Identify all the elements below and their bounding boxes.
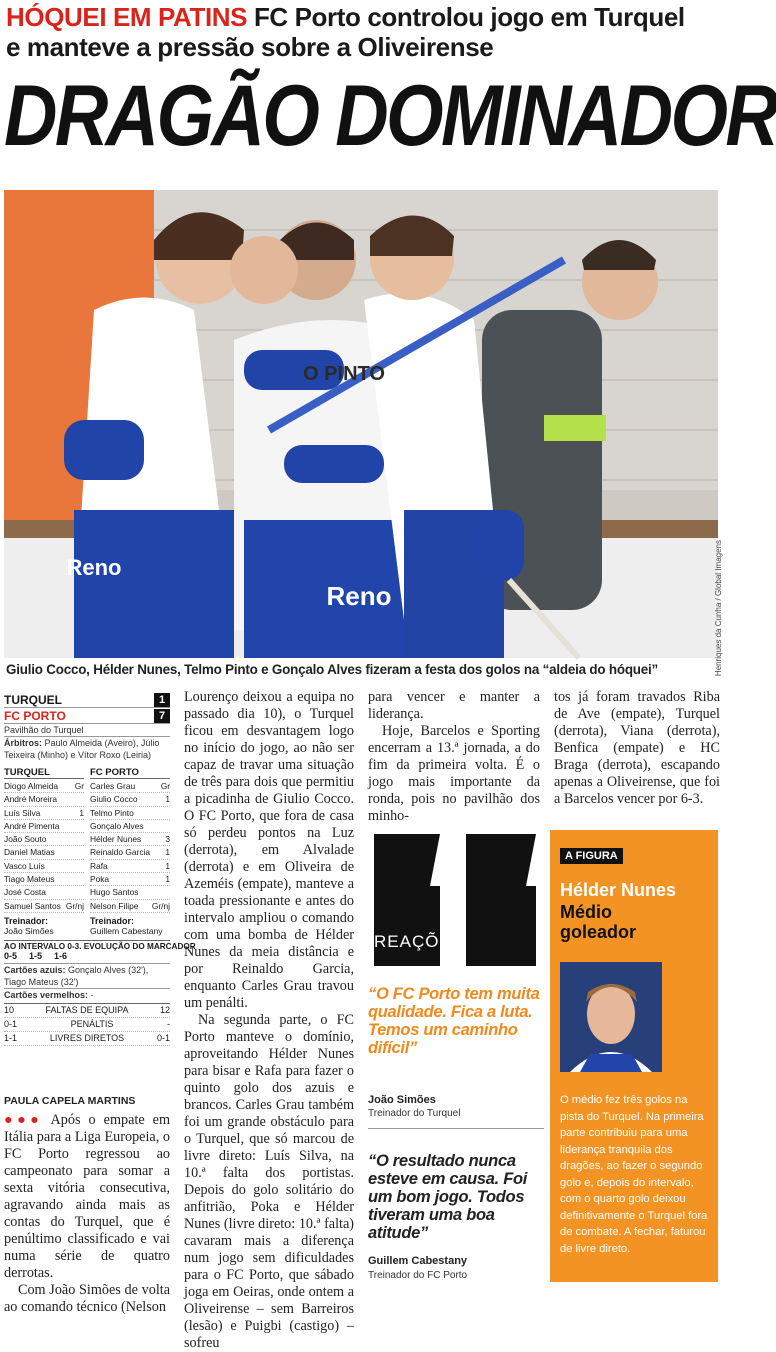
stat-row [4,1004,170,1018]
away-lineup [90,767,170,936]
player-goals: Gr [74,781,84,791]
main-photo [4,190,718,658]
player-row [90,780,170,793]
player-name: João Souto [4,834,47,845]
stat-home: 0-1 [4,1018,18,1029]
evolution-step: 1-5 [29,950,43,961]
section-tag: HÓQUEI EM PATINS [6,2,248,32]
player-name: Vasco Luís [4,860,45,871]
player-goals: Gr/nj [151,900,170,911]
player-name: Tiago Mateus [4,874,55,885]
away-coach-label: Treinador: [90,915,135,926]
kicker-line [6,2,722,32]
away-score-row [4,708,170,724]
divider [368,1128,544,1129]
evolution-head: AO INTERVALO 0-3. EVOLUÇÃO DO MARCADOR [4,941,196,951]
paragraph: Com João Simões de volta ao comando técnico (Nelson [4,1282,170,1315]
quote-1-role: Treinador do Turquel [368,1108,461,1119]
stat-away: 12 [159,1004,170,1015]
red-cards [4,988,170,1001]
player-name: Nelson Filipe [90,900,139,911]
stats-table [4,1003,170,1046]
player-row [4,886,84,899]
quote-1-author: João Simões [368,1094,436,1106]
evolution-step: 0-5 [4,950,18,961]
player-goals: 1 [79,807,84,818]
away-score: 7 [154,709,170,723]
player-row [4,900,84,913]
player-row [4,873,84,886]
player-row [4,820,84,833]
stat-label: LIVRES DIRETOS [49,1032,125,1043]
player-name: Carles Grau [90,781,136,791]
paragraph: Na segunda parte, o FC Porto manteve o domínio, aproveitando Hélder Nunes para bisar e Rafa para fazer o quinto golo dos azuis e brancos. Carles Grau também foi um grande obstáculo para o Turquel, que só marcou de livre direto: Luís Silva, na 10.ª falta dos portistas. Depois do golo solitário do anfitrião, Poka e Hélder Nunes (livre direto: 10.ª falta) cavaram mais a diferença num jogo sem dificuldades para o FC Porto, que sábado joga em Oeiras, onde ontem a Oliveirense – sem Barreiros (lesão) e Puigbi (castigo) – sofreu [184,1012,354,1351]
stat-home: 10 [4,1004,15,1015]
stat-row [4,1032,170,1046]
quote-1: “O FC Porto tem muita qualidade. Fica a luta. Temos um caminho difícil” [368,985,540,1057]
referees-label: Árbitros: [4,738,42,748]
player-name: Giulio Cocco [90,794,138,805]
player-name: André Pimenta [4,820,60,831]
byline: PAULA CAPELA MARTINS [4,1095,136,1107]
player-goals: 1 [165,860,170,871]
figure-subtitle: Médio goleador [560,902,637,942]
photo-caption: Giulio Cocco, Hélder Nunes, Telmo Pinto e Gonçalo Alves fizeram a festa dos golos na “aldeia do hóquei” [6,662,659,677]
headline: DRAGÃO DOMINADOR [4,68,776,164]
home-lineup [4,767,84,936]
player-goals: Gr/nj [65,900,84,911]
article-column-3 [368,689,540,825]
stat-label: FALTAS DE EQUIPA [45,1004,129,1015]
paragraph-text: Após o empate em Itália para a Liga Europeia, o FC Porto regressou ao campeonato para somar a sexta vitória consecutiva, agravando ainda mais as contas do Turquel, que é penúltimo classificado e vai numa série de quatro derrotas. [4,1112,171,1281]
away-lineup-title: FC PORTO [90,767,170,779]
lineups [4,767,170,936]
player-name: Daniel Matias [4,847,55,858]
player-row [90,846,170,859]
home-coach: João Simões [4,925,54,936]
score-evolution [4,951,170,961]
player-name: Hélder Nunes [90,834,142,845]
player-name: Telmo Pinto [90,807,134,818]
kicker-line-2: e manteve a pressão sobre a Oliveirense [6,32,494,62]
red-cards-label: Cartões vermelhos: [4,989,89,1000]
away-coach: Guillem Cabestany [90,925,163,936]
player-row [90,833,170,846]
player-row [90,860,170,873]
evolution-step: 1-6 [54,950,68,961]
paragraph [4,1112,170,1282]
paragraph: tos já foram travados Riba de Ave (empate), Turquel (derrota), Viana (derrota), Benfica (empate) e HC Braga (derrota), escapando apenas a Oliveirense, que foi a Barcelos vencer por 6-3. [554,689,720,807]
figure-name: Hélder Nunes [560,880,677,900]
player-name: Rafa [90,860,108,871]
stat-away: 0-1 [156,1032,170,1043]
player-row [90,886,170,899]
home-team: TURQUEL [4,692,62,707]
stat-away: - [167,1018,170,1029]
paragraph: Hoje, Barcelos e Sporting encerram a 13.ª jornada, a do fim da primeira volta. É o jogo mais importante da ronda, pois no pavilhão dos minho- [368,723,540,824]
player-name: Diogo Almeida [4,781,59,791]
quote-2-author: Guillem Cabestany [368,1255,468,1267]
quote-mark-icon [370,826,540,976]
player-row [4,860,84,873]
blue-cards-value: Gonçalo Alves (32'), Tiago Mateus (32') [4,964,149,987]
referees-value: Paulo Almeida (Aveiro), Júlio Teixeira (Minho) e Vítor Roxo (Leiria) [4,738,160,760]
paragraph: Lourenço deixou a equipa no passado dia 10), o Turquel ficou em desvantagem logo no início do jogo, ao não ser capaz de travar uma situação de três para dois que permitiu a picadinha de Giulio Cocco. O FC Porto, que fora de casa só perdeu pontos na Luz (derrota), em Alvalade (derrota) e em Oliveira de Azeméis (empate), manteve a toada pressionante e antes do intervalo ampliou o comando com uma bomba de Hélder Nunes da meia distância e por Reinaldo Garcia, enquanto Carles Grau travou um penálti. [184,689,354,1011]
player-row [4,807,84,820]
match-sheet [4,692,196,1046]
reactions-label: REAÇÕES [374,932,465,951]
quote-2-role: Treinador do FC Porto [368,1270,468,1281]
player-goals: 3 [165,834,170,845]
figure-tag: A FIGURA [560,848,623,864]
svg-text:Reno: Reno [66,555,122,580]
player-goals: 1 [165,874,170,885]
quote-2: “O resultado nunca esteve em causa. Foi um bom jogo. Todos tiveram uma boa atitude” [368,1152,528,1242]
player-name: Luís Silva [4,807,41,818]
stat-home: 1-1 [4,1032,18,1043]
home-coach-label: Treinador: [4,915,49,926]
player-row [4,780,84,793]
stat-row [4,1018,170,1032]
player-portrait [560,962,662,1072]
player-name: André Moreira [4,794,58,805]
home-score: 1 [154,693,170,707]
player-row [4,793,84,806]
figure-text: O médio fez três golos na pista do Turquel. Na primeira parte contribuiu para uma liderança tranquila dos dragões, ao fazer o segundo golo e, depois do intervalo, com o quarto golo deixou definitivamente o Turquel fora de combate. A fechar, faturou de livre direto. [560,1094,708,1255]
player-row [90,820,170,833]
player-row [90,807,170,820]
player-goals: Gr [160,781,170,791]
article-column-4 [554,689,720,808]
kicker-text: FC Porto controlou jogo em Turquel [253,2,685,32]
player-name: José Costa [4,887,46,898]
player-name: Reinaldo Garcia [90,847,151,858]
away-team: FC PORTO [4,708,66,723]
blue-cards-label: Cartões azuis: [4,964,66,975]
paragraph: para vencer e manter a liderança. [368,689,540,722]
photo-credit: Henriques da Cunha / Global Imagens [714,540,723,677]
article-column-2 [184,689,354,1352]
article-column-1 [4,1093,170,1316]
photo-illustration [4,190,718,658]
player-row [90,873,170,886]
player-name: Hugo Santos [90,887,139,898]
player-name: Gonçalo Alves [90,820,144,831]
referees [4,736,170,761]
player-name: Samuel Santos [4,900,61,911]
bullet-marks: ●●● [4,1112,44,1128]
blue-cards [4,963,170,988]
svg-text:Reno: Reno [326,581,392,611]
venue: Pavilhão do Turquel [4,725,84,735]
home-lineup-title: TURQUEL [4,767,84,779]
stat-label: PENÁLTIS [70,1018,114,1029]
player-row [90,793,170,806]
portrait-illustration [560,962,662,1072]
player-row [90,900,170,913]
player-goals: 1 [165,847,170,858]
home-score-row [4,692,170,708]
player-row [4,846,84,859]
player-name: Poka [90,874,110,885]
figure-box [550,830,718,1282]
player-goals: 1 [165,794,170,805]
svg-text:O PINTO: O PINTO [303,363,385,385]
player-row [4,833,84,846]
red-cards-value: - [90,989,94,1000]
